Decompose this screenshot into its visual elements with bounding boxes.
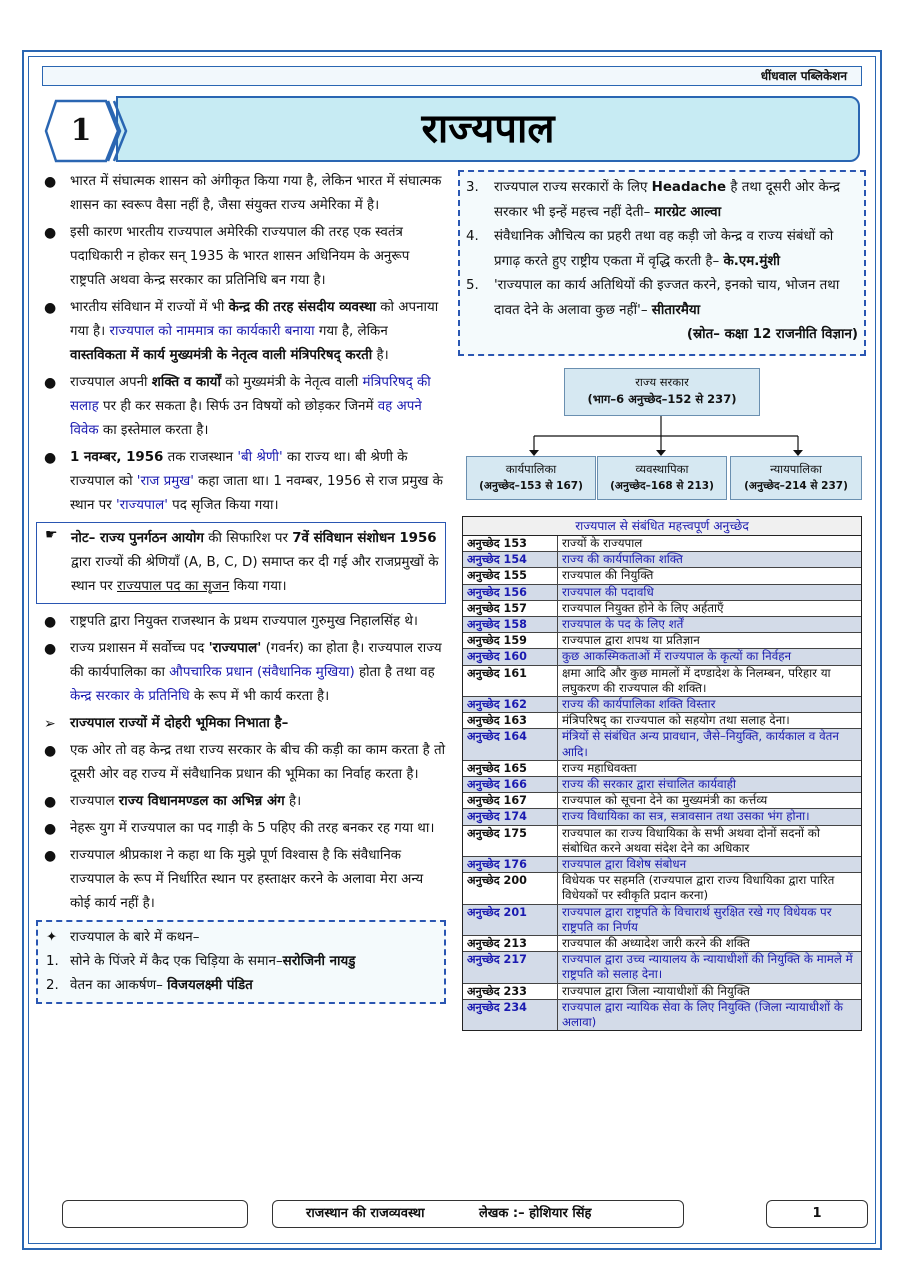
footer-book-title: राजस्थान की राजव्यवस्था — [306, 1206, 425, 1221]
text-segment: की सिफारिश पर — [203, 531, 293, 546]
statements-heading-text: राज्यपाल के बारे में कथन– — [70, 930, 200, 945]
footer-center-text — [306, 1200, 796, 1228]
article-number: अनुच्छेद 158 — [463, 617, 558, 632]
article-description: मंत्रिपरिषद् का राज्यपाल को सहयोग तथा सलाह देना। — [562, 713, 790, 728]
article-description: राज्यपाल की पदावधि — [562, 584, 654, 599]
article-description: राज्यपाल द्वारा शपथ या प्रतिज्ञान — [562, 633, 700, 648]
bullet-paragraph — [36, 296, 446, 368]
table-row — [463, 649, 861, 665]
text-segment: 1 नवम्बर, 1956 — [70, 450, 164, 465]
page-footer — [36, 1200, 872, 1236]
text-segment: इसी कारण भारतीय राज्यपाल अमेरिकी राज्यपाल की तरह एक स्वतंत्र पदाधिकारी न होकर सन् 1935 के भारत शासन अधिनियम के अनुरूप राष्ट्रपति अथवा केन्द्र सरकार का प्रतिनिधि बन गया है। — [70, 225, 410, 288]
text-segment: नोट– — [71, 531, 101, 546]
statement-author: सरोजिनी नायडु — [282, 954, 356, 969]
table-row — [463, 617, 861, 633]
left-column — [36, 170, 446, 1004]
diagram-node-legislature — [597, 456, 727, 500]
statements-heading — [46, 926, 436, 950]
articles-table — [462, 516, 862, 1031]
text-segment: के रूप में भी कार्य करता है। — [189, 689, 330, 704]
article-number: अनुच्छेद 161 — [463, 666, 558, 696]
quote-item — [466, 274, 858, 323]
diagram-node-title: कार्यपालिका — [505, 462, 557, 476]
article-description: राज्य महाधिवक्ता — [562, 760, 637, 775]
bullet-paragraph — [36, 221, 446, 293]
article-number: अनुच्छेद 160 — [463, 649, 558, 664]
text-segment: है। — [284, 794, 302, 809]
table-row — [463, 552, 861, 568]
quote-text-continued: है तथा दूसरी ओर केन्द्र सरकार भी इन्हें महत्त्व नहीं देती– — [494, 180, 841, 220]
article-number: अनुच्छेद 176 — [463, 857, 558, 872]
text-segment: द्वारा राज्यों की श्रेणियाँ (A, B, C, D) समाप्त कर दी गई और राजप्रमुखों के स्थान पर — [71, 555, 439, 594]
dot-bullet-icon: ● — [44, 300, 57, 316]
text-segment: पर ही कर सकता है। सिर्फ उन विषयों को छोड़कर जिनमें — [98, 399, 378, 414]
article-description: मंत्रियों से संबंधित अन्य प्रावधान, जैसे–नियुक्ति, कार्यकाल व वेतन आदि। — [562, 729, 839, 759]
text-segment: राज्यपाल — [70, 794, 119, 809]
table-row — [463, 666, 861, 697]
arrow-bullet-icon: ➢ — [44, 716, 56, 732]
text-segment: भारतीय संविधान में राज्यों में भी — [70, 300, 229, 315]
text-segment: भारत में संघात्मक शासन को अंगीकृत किया गया है, लेकिन भारत में संघात्मक शासन का स्वरूप वैसा नहीं है, जैसा संयुक्त राज्य अमेरिका में है। — [70, 174, 442, 213]
article-description: राज्यपाल की नियुक्ति — [562, 568, 654, 583]
bullet-paragraph — [36, 610, 446, 634]
diagram-node-range: (अनुच्छेद–168 से 213) — [610, 480, 714, 492]
statement-text: वेतन का आकर्षण– — [70, 978, 168, 993]
table-row — [463, 905, 861, 936]
article-description: क्षमा आदि और कुछ मामलों में दण्डादेश के निलम्बन, परिहार या लघुकरण की राज्यपाल की शक्ति। — [562, 665, 831, 695]
article-number: अनुच्छेद 165 — [463, 761, 558, 776]
article-number: अनुच्छेद 201 — [463, 905, 558, 935]
bullet-paragraph — [36, 170, 446, 218]
article-number: अनुच्छेद 159 — [463, 633, 558, 648]
article-description: राज्य की सरकार द्वारा संचालित कार्यवाही — [562, 777, 736, 792]
quote-keyword: Headache — [651, 180, 727, 195]
table-row — [463, 826, 861, 857]
table-row — [463, 777, 861, 793]
table-row — [463, 857, 861, 873]
text-segment: 7वें संविधान संशोधन 1956 — [292, 531, 437, 546]
article-description: राज्यों के राज्यपाल — [562, 536, 643, 550]
article-description: राज्यपाल नियुक्त होने के लिए अर्हताएँ — [562, 600, 724, 615]
state-government-diagram — [462, 366, 864, 506]
table-row — [463, 536, 861, 552]
text-segment: किया गया। — [229, 579, 287, 594]
diagram-node-executive — [466, 456, 596, 500]
text-segment: राष्ट्रपति द्वारा नियुक्त राजस्थान के प्रथम राज्यपाल गुरुमुख निहालसिंह थे। — [70, 614, 418, 629]
quote-text: संवैधानिक औचित्य का प्रहरी तथा वह कड़ी जो केन्द्र व राज्य संबंधों को प्रगाढ़ करते हुए राष्ट्रीय एकता में वृद्धि करती है– — [494, 229, 834, 269]
article-description: विधेयक पर सहमति (राज्यपाल द्वारा राज्य विधायिका द्वारा पारित विधेयकों पर स्वीकृति प्रदान करना) — [562, 873, 835, 903]
body-paragraphs — [36, 610, 446, 916]
text-segment: औपचारिक प्रधान (संवैधानिक मुखिया) — [169, 665, 355, 680]
bullet-paragraph — [36, 790, 446, 814]
diagram-node-title: न्यायपालिका — [770, 462, 822, 476]
text-segment: का राज्य था। बी श्रेणी के राज्यपाल को — [70, 450, 408, 489]
dot-bullet-icon: ● — [44, 641, 57, 657]
article-number: अनुच्छेद 164 — [463, 729, 558, 759]
quote-source: (स्रोत– कक्षा 12 राजनीति विज्ञान) — [686, 327, 858, 342]
statement-number: 2. — [46, 978, 59, 993]
text-segment: 'राज्यपाल' — [208, 641, 262, 656]
quote-author: मारग्रेट आल्वा — [654, 204, 722, 220]
text-segment: एक ओर तो वह केन्द्र तथा राज्य सरकार के बीच की कड़ी का काम करता है तो दूसरी ओर वह राज्य में संवैधानिक प्रधान की भूमिका का निर्वाह करता है। — [70, 743, 446, 782]
footer-left-box — [62, 1200, 248, 1228]
dot-bullet-icon: ● — [44, 821, 57, 837]
text-segment: 'राज्यपाल' — [116, 498, 168, 513]
diagram-node-range: (अनुच्छेद–214 से 237) — [744, 480, 848, 492]
bullet-paragraph — [36, 817, 446, 841]
quotes-box — [458, 170, 866, 356]
table-row — [463, 984, 861, 1000]
article-description: राज्यपाल द्वारा उच्च न्यायालय के न्यायाधीशों की नियुक्ति के मामले में राष्ट्रपति को सलाह देना। — [562, 952, 853, 982]
table-row — [463, 568, 861, 584]
article-number: अनुच्छेद 234 — [463, 1000, 558, 1030]
text-segment: का इस्तेमाल करता है। — [98, 423, 209, 438]
quote-text: राज्यपाल राज्य सरकारों के लिए — [494, 180, 652, 195]
article-description: राज्य की कार्यपालिका शक्ति — [562, 552, 683, 567]
diagram-root-title: राज्य सरकार — [635, 375, 689, 389]
diagram-root-node — [564, 368, 760, 416]
table-row — [463, 729, 861, 760]
text-segment: 'राज प्रमुख' — [136, 474, 194, 489]
statement-author: विजयलक्ष्मी पंडित — [167, 978, 253, 993]
text-segment: वास्तविकता में कार्य मुख्यमंत्री के नेतृत्व वाली मंत्रिपरिषद् करती — [70, 348, 373, 363]
table-row — [463, 873, 861, 904]
article-number: अनुच्छेद 200 — [463, 873, 558, 903]
article-number: अनुच्छेद 154 — [463, 552, 558, 567]
dot-bullet-icon: ● — [44, 375, 57, 391]
text-segment: वह अपने विवेक — [70, 399, 422, 438]
quote-author: सीतारमैया — [651, 302, 701, 318]
article-number: अनुच्छेद 157 — [463, 601, 558, 616]
text-segment: को मुख्यमंत्री के नेतृत्व वाली — [220, 375, 363, 390]
text-segment: राज्यपाल श्रीप्रकाश ने कहा था कि मुझे पूर्ण विश्वास है कि संवैधानिक राज्यपाल के रूप में निर्धारित स्थान पर हस्ताक्षर करने के अलावा मेरा अन्य कोई कार्य नहीं है। — [70, 848, 424, 911]
article-number: अनुच्छेद 163 — [463, 713, 558, 728]
article-number: अनुच्छेद 166 — [463, 777, 558, 792]
bullet-paragraph — [36, 637, 446, 709]
statement-text: सोने के पिंजरे में कैद एक चिड़िया के समान– — [70, 954, 283, 969]
table-row — [463, 793, 861, 809]
bullet-paragraph — [36, 446, 446, 518]
bullet-paragraph — [36, 712, 446, 736]
article-description: राज्यपाल को सूचना देने का मुख्यमंत्री का कर्त्तव्य — [562, 793, 768, 808]
article-description: कुछ आकस्मिकताओं में राज्यपाल के कृत्यों का निर्वहन — [562, 649, 792, 664]
text-segment: है। — [372, 348, 389, 363]
article-description: राज्यपाल की अध्यादेश जारी करने की शक्ति — [562, 936, 750, 951]
article-number: अनुच्छेद 233 — [463, 984, 558, 999]
table-row — [463, 585, 861, 601]
table-row — [463, 952, 861, 983]
table-row — [463, 809, 861, 825]
article-description: राज्यपाल द्वारा न्यायिक सेवा के लिए नियुक्ति (जिला न्यायाधीशों के अलावा) — [562, 999, 843, 1030]
article-description: राज्यपाल के पद के लिए शर्तें — [562, 617, 684, 632]
diagram-node-range: (अनुच्छेद–153 से 167) — [479, 480, 583, 492]
quote-item — [466, 176, 858, 225]
text-segment: होता है तथा वह — [354, 665, 435, 680]
text-segment: नेहरू युग में राज्यपाल का पद गाड़ी के 5 पहिए की तरह बनकर रह गया था। — [70, 821, 435, 836]
text-segment: राज्यपाल राज्यों में दोहरी भूमिका निभाता है– — [70, 716, 289, 731]
dot-bullet-icon: ● — [44, 614, 57, 630]
articles-table-heading: राज्यपाल से संबंधित महत्त्वपूर्ण अनुच्छेद — [463, 517, 861, 536]
article-number: अनुच्छेद 213 — [463, 936, 558, 951]
article-number: अनुच्छेद 175 — [463, 826, 558, 856]
footer-page-number: 1 — [766, 1200, 868, 1228]
intro-paragraphs — [36, 170, 446, 518]
bullet-paragraph — [36, 739, 446, 787]
text-segment: 'बी श्रेणी' — [237, 450, 283, 465]
diagram-node-title: व्यवस्थापिका — [635, 462, 689, 476]
quote-text: 'राज्यपाल का कार्य अतिथियों की इज्जत करने, इनको चाय, भोजन तथा दावत देने के अलावा कुछ नहीं'– — [494, 278, 840, 318]
table-row — [463, 713, 861, 729]
dot-bullet-icon: ● — [44, 225, 57, 241]
pointing-hand-icon: ☛ — [45, 527, 58, 543]
article-number: अनुच्छेद 217 — [463, 952, 558, 982]
article-number: अनुच्छेद 174 — [463, 809, 558, 824]
text-segment: राज्य प्रशासन में सर्वोच्च पद — [70, 641, 209, 656]
quote-author: के.एम.मुंशी — [723, 253, 780, 269]
dot-bullet-icon: ● — [44, 174, 57, 190]
dot-bullet-icon: ● — [44, 794, 57, 810]
statement-item — [46, 950, 436, 974]
bullet-paragraph — [36, 371, 446, 443]
table-row — [463, 697, 861, 713]
quote-number: 3. — [466, 180, 479, 195]
dot-bullet-icon: ● — [44, 743, 57, 759]
text-segment: राज्यपाल को नाममात्र का कार्यकारी बनाया — [109, 324, 315, 339]
diagram-root-range: (भाग–6 अनुच्छेद–152 से 237) — [587, 392, 737, 406]
table-row — [463, 1000, 861, 1030]
text-segment: राज्य पुनर्गठन आयोग — [100, 531, 204, 546]
text-segment: केन्द्र सरकार के प्रतिनिधि — [70, 689, 190, 704]
table-row — [463, 633, 861, 649]
text-segment: शक्ति व कार्यों — [151, 375, 221, 390]
article-description: राज्यपाल द्वारा विशेष संबोधन — [562, 857, 687, 872]
article-number: अनुच्छेद 156 — [463, 585, 558, 600]
text-segment: राज्य विधानमण्डल का अभिन्न अंग — [118, 794, 285, 809]
quote-item — [466, 225, 858, 274]
sparkle-icon: ✦ — [46, 930, 58, 945]
article-description: राज्यपाल का राज्य विधायिका के सभी अथवा दोनों सदनों को संबोधित करने अथवा संदेश देने का अधिकार — [562, 825, 820, 855]
bullet-paragraph — [36, 844, 446, 916]
article-number: अनुच्छेद 167 — [463, 793, 558, 808]
footer-author: लेखक :– होशियार सिंह — [478, 1206, 592, 1221]
articles-table-body — [463, 536, 861, 1030]
note-box — [36, 522, 446, 604]
article-description: राज्य विधायिका का सत्र, सत्रावसान तथा उसका भंग होना। — [562, 809, 810, 824]
chapter-number: 1 — [70, 113, 92, 148]
dot-bullet-icon: ● — [44, 848, 57, 864]
table-row — [463, 936, 861, 952]
article-description: राज्य की कार्यपालिका शक्ति विस्तार — [562, 697, 716, 712]
statements-box — [36, 920, 446, 1004]
text-segment: गया है, लेकिन — [314, 324, 388, 339]
article-description: राज्यपाल द्वारा जिला न्यायाधीशों की नियुक्ति — [562, 983, 750, 998]
statement-item — [46, 974, 436, 998]
publisher-name: धींधवाल पब्लिकेशन — [42, 66, 862, 86]
statement-number: 1. — [46, 954, 59, 969]
article-number: अनुच्छेद 153 — [463, 536, 558, 551]
dot-bullet-icon: ● — [44, 450, 57, 466]
text-segment: कहा जाता था। 1 नवम्बर, 1956 से राज प्रमुख के स्थान पर — [70, 474, 443, 513]
quote-number: 5. — [466, 278, 479, 293]
article-number: अनुच्छेद 162 — [463, 697, 558, 712]
note-text — [71, 531, 439, 594]
table-row — [463, 601, 861, 617]
text-segment: केन्द्र की तरह संसदीय व्यवस्था — [228, 300, 376, 315]
text-segment: (गवर्नर) का होता है। राज्यपाल राज्य की कार्यपालिका का — [70, 641, 442, 680]
text-segment: तक राजस्थान — [163, 450, 238, 465]
diagram-node-judiciary — [730, 456, 862, 500]
article-number: अनुच्छेद 155 — [463, 568, 558, 583]
text-segment: को अपनाया गया है। — [70, 300, 439, 339]
chapter-title: राज्यपाल — [421, 106, 555, 152]
text-segment: मंत्रिपरिषद् की सलाह — [70, 375, 431, 414]
table-row — [463, 761, 861, 777]
text-segment: पद सृजित किया गया। — [167, 498, 279, 513]
text-segment: राज्यपाल अपनी — [70, 375, 152, 390]
chapter-number-badge — [44, 98, 128, 164]
quote-number: 4. — [466, 229, 479, 244]
text-segment: राज्यपाल पद का सृजन — [117, 579, 230, 594]
article-description: राज्यपाल द्वारा राष्ट्रपति के विचारार्थ सुरक्षित रखे गए विधेयक पर राष्ट्रपति का निर्णय — [562, 904, 832, 934]
